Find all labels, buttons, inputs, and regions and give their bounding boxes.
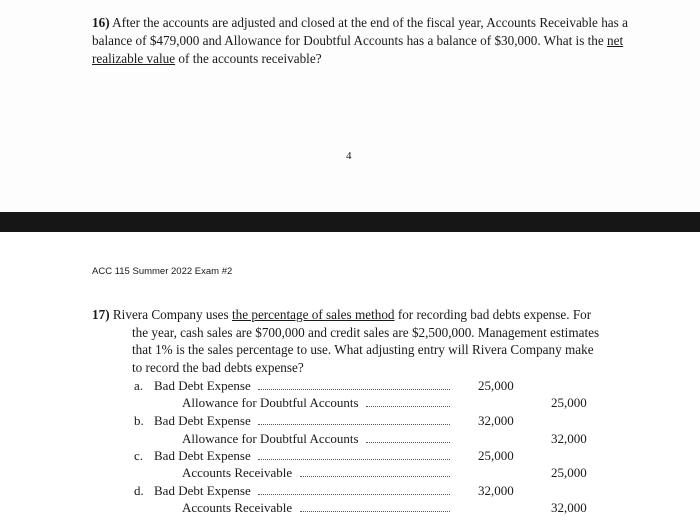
option-letter: c. bbox=[134, 448, 144, 463]
debit-amount: 25,000 bbox=[478, 448, 514, 463]
question-16 bbox=[92, 14, 632, 68]
debit-account: Bad Debt Expense bbox=[154, 448, 251, 463]
credit-account: Allowance for Doubtful Accounts bbox=[182, 395, 359, 410]
dot-leader bbox=[258, 424, 450, 425]
debit-amount: 32,000 bbox=[478, 483, 514, 498]
debit-account: Bad Debt Expense bbox=[154, 413, 251, 428]
credit-account: Accounts Receivable bbox=[182, 500, 293, 515]
debit-account: Bad Debt Expense bbox=[154, 483, 251, 498]
dot-leader bbox=[300, 511, 450, 512]
dot-leader bbox=[366, 442, 450, 443]
dot-leader bbox=[366, 406, 450, 407]
option-a-credit-row bbox=[0, 394, 700, 412]
option-c-credit-row bbox=[0, 464, 700, 482]
question-17-underlined: the percentage of sales method bbox=[231, 307, 395, 322]
option-d-debit-row bbox=[0, 482, 700, 500]
page-number: 4 bbox=[346, 150, 352, 162]
option-b-debit-row bbox=[0, 412, 700, 430]
credit-amount: 25,000 bbox=[551, 395, 587, 410]
dot-leader bbox=[300, 476, 450, 477]
dot-leader bbox=[258, 389, 450, 390]
question-16-text-before: After the accounts are adjusted and closed at the end of the fiscal year, Accounts Receivable has a balance of $479,000 and Allowance for Doubtful Accounts has a balance of $30,000. What is the bbox=[92, 15, 628, 48]
question-17-line1-after: for recording bad debts expense. For bbox=[394, 307, 592, 322]
option-c-debit-row bbox=[0, 447, 700, 465]
option-letter: a. bbox=[134, 378, 144, 393]
credit-amount: 32,000 bbox=[551, 500, 587, 515]
dot-leader bbox=[258, 494, 450, 495]
debit-account: Bad Debt Expense bbox=[154, 378, 251, 393]
credit-account: Allowance for Doubtful Accounts bbox=[182, 431, 359, 446]
debit-amount: 32,000 bbox=[478, 413, 514, 428]
credit-amount: 25,000 bbox=[551, 465, 587, 480]
question-17-line4: to record the bad debts expense? bbox=[132, 359, 304, 375]
option-d-credit-row bbox=[0, 499, 700, 517]
question-17-line1 bbox=[92, 306, 612, 324]
page-divider bbox=[0, 212, 700, 232]
dot-leader bbox=[258, 459, 450, 460]
question-17-line3: that 1% is the sales percentage to use. What adjusting entry will Rivera Company make bbox=[132, 342, 594, 357]
exam-header: ACC 115 Summer 2022 Exam #2 bbox=[92, 266, 233, 277]
question-16-underlined: net realizable value bbox=[92, 33, 624, 66]
credit-account: Accounts Receivable bbox=[182, 465, 293, 480]
option-b-credit-row bbox=[0, 430, 700, 448]
question-17-number: 17) bbox=[92, 307, 110, 322]
option-letter: d. bbox=[134, 483, 144, 498]
option-letter: b. bbox=[134, 413, 144, 428]
question-17-line1-before: Rivera Company uses bbox=[109, 307, 232, 322]
question-17 bbox=[92, 306, 612, 376]
credit-amount: 32,000 bbox=[551, 431, 587, 446]
option-a-debit-row bbox=[0, 377, 700, 395]
question-16-text-after: of the accounts receivable? bbox=[175, 51, 322, 66]
debit-amount: 25,000 bbox=[478, 378, 514, 393]
question-17-line2: the year, cash sales are $700,000 and credit sales are $2,500,000. Management estimates bbox=[132, 324, 600, 340]
question-16-number: 16) bbox=[92, 15, 110, 30]
